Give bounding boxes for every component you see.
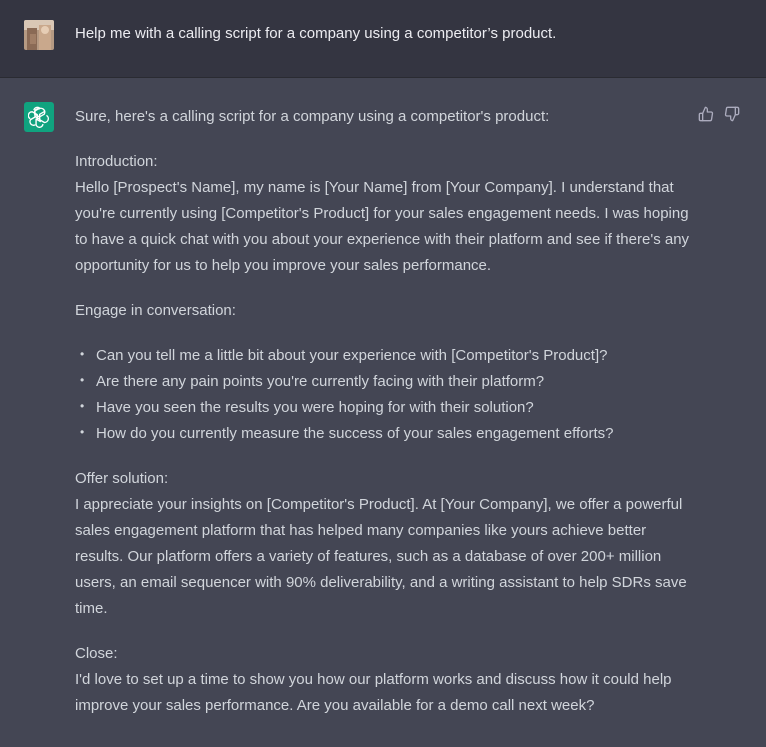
bullet-marker: • <box>80 425 85 439</box>
assistant-message-row <box>0 78 766 747</box>
list-item-text: Are there any pain points you're currently facing with their platform? <box>96 373 545 390</box>
introduction-body: Hello [Prospect's Name], my name is [Your Name] from [Your Company]. I understand that you're currently using [Competitor's Product] for your sales engagement needs. I was hoping to have a quick chat with you about your experience with their platform and see if there's any opportunity for us to help you improve your sales performance. <box>75 179 690 274</box>
assistant-intro-line: Sure, here's a calling script for a company using a competitor's product: <box>75 108 550 125</box>
thumbs-up-icon <box>698 106 714 122</box>
list-item-text: How do you currently measure the success of your sales engagement efforts? <box>96 425 614 442</box>
list-item-text: Can you tell me a little bit about your experience with [Competitor's Product]? <box>96 347 608 364</box>
engage-heading: Engage in conversation: <box>75 302 236 319</box>
thumbs-down-button[interactable] <box>723 105 741 123</box>
close-heading: Close: <box>75 645 118 662</box>
list-item-text: Have you seen the results you were hoping for with their solution? <box>96 399 534 416</box>
thumbs-up-button[interactable] <box>697 105 715 123</box>
assistant-avatar <box>24 102 54 132</box>
close-body: I'd love to set up a time to show you how our platform works and discuss how it could help improve your sales performance. Are you available for a demo call next week? <box>75 671 672 714</box>
openai-logo-icon <box>28 106 50 128</box>
offer-section <box>75 466 695 622</box>
list-item <box>75 395 695 421</box>
list-item <box>75 343 695 369</box>
assistant-message-content <box>75 104 695 738</box>
close-section <box>75 641 695 719</box>
list-item <box>75 421 695 447</box>
thumbs-down-icon <box>724 106 740 122</box>
introduction-section <box>75 149 695 279</box>
user-message-row <box>0 0 766 78</box>
engage-question-list <box>75 343 695 447</box>
bullet-marker: • <box>80 373 85 387</box>
introduction-heading: Introduction: <box>75 153 158 170</box>
offer-heading: Offer solution: <box>75 470 169 487</box>
bullet-marker: • <box>80 399 85 413</box>
user-avatar <box>24 20 54 50</box>
user-message-text: Help me with a calling script for a company using a competitor’s product. <box>75 25 557 42</box>
user-avatar-photo <box>24 20 54 50</box>
bullet-marker: • <box>80 347 85 361</box>
offer-body: I appreciate your insights on [Competitor's Product]. At [Your Company], we offer a powerful sales engagement platform that has helped many companies like yours achieve better results. Our platform offers a variety of features, such as a database of over 200+ million users, an email sequencer with 90% deliverability, and a writing assistant to help SDRs save time. <box>75 496 687 617</box>
list-item <box>75 369 695 395</box>
